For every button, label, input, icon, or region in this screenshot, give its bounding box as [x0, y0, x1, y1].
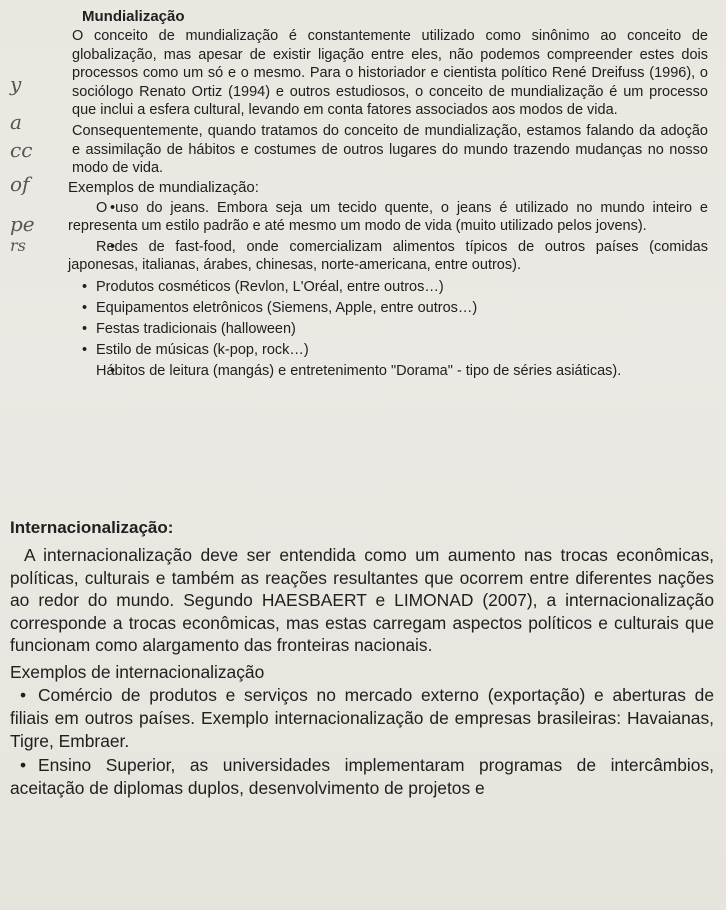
list-item: • Comércio de produtos e serviços no mercado externo (exportação) e aberturas de filiais em outros países. Exemplo internacionalização de empresas brasileiras: Havaianas, Tigre, Embraer. — [10, 684, 714, 752]
margin-mark: cc — [10, 138, 33, 162]
internacionalizacao-section — [10, 518, 714, 802]
section-title: Mundialização — [82, 8, 185, 25]
list-item: • Ensino Superior, as universidades implementaram programas de intercâmbios, aceitação de diplomas duplos, desenvolvimento de projetos e — [10, 754, 714, 800]
margin-mark: pe — [10, 212, 35, 236]
list-item: • Festas tradicionais (halloween) — [68, 320, 708, 338]
mundializacao-section — [68, 8, 708, 384]
margin-mark: a — [10, 110, 22, 134]
margin-mark: of — [10, 172, 30, 196]
margin-mark: rs — [10, 236, 26, 255]
examples-list — [10, 684, 714, 800]
examples-heading: Exemplos de internacionalização — [10, 661, 265, 682]
examples-list — [68, 199, 708, 381]
paragraph: Consequentemente, quando tratamos do conceito de mundialização, estamos falando da adoção e assimilação de hábitos e costumes de outros lugares do mundo trazendo mudanças no nosso modo de vida. — [72, 122, 708, 177]
paragraph: O conceito de mundialização é constantemente utilizado como sinônimo ao conceito de globalização, mas apesar de existir ligação entre eles, não podemos compreender estes dois processos como um só e o mesmo. Para o historiador e cientista político René Dreifuss (1996), o sociólogo Renato Ortiz (1994) e outros estudiosos, o conceito de mundialização é um processo que inclui a esfera cultural, levando em conta fatores associados aos modos de vida. — [72, 28, 708, 119]
examples-heading: Exemplos de mundialização: — [68, 178, 259, 196]
list-item: • Produtos cosméticos (Revlon, L'Oréal, entre outros…) — [68, 278, 708, 296]
list-item: • Equipamentos eletrônicos (Siemens, Apple, entre outros…) — [68, 299, 708, 317]
section-title: Internacionalização: — [10, 518, 174, 537]
list-item: • Hábitos de leitura (mangás) e entretenimento "Dorama" - tipo de séries asiáticas). — [68, 362, 708, 380]
paragraph: A internacionalização deve ser entendida como um aumento nas trocas econômicas, políticas, culturais e também as reações resultantes que ocorrem entre diferentes nações ao redor do mundo. Segundo HAESBAERT e LIMONAD (2007), a internacionalização corresponde a trocas econômicas, mas estas carregam aspectos políticos e culturais que funcionam como alargamento das fronteiras nacionais. — [10, 545, 714, 656]
list-item: • O uso do jeans. Embora seja um tecido quente, o jeans é utilizado no mundo inteiro e representa um estilo padrão e até mesmo um modo de vida (muito utilizado pelos jovens). — [68, 199, 708, 235]
list-item: • Redes de fast-food, onde comercializam alimentos típicos de outros países (comidas japonesas, italianas, árabes, chinesas, norte-americana, entre outros). — [68, 238, 708, 274]
margin-mark: y — [10, 72, 22, 96]
list-item: • Estilo de músicas (k-pop, rock…) — [68, 341, 708, 359]
